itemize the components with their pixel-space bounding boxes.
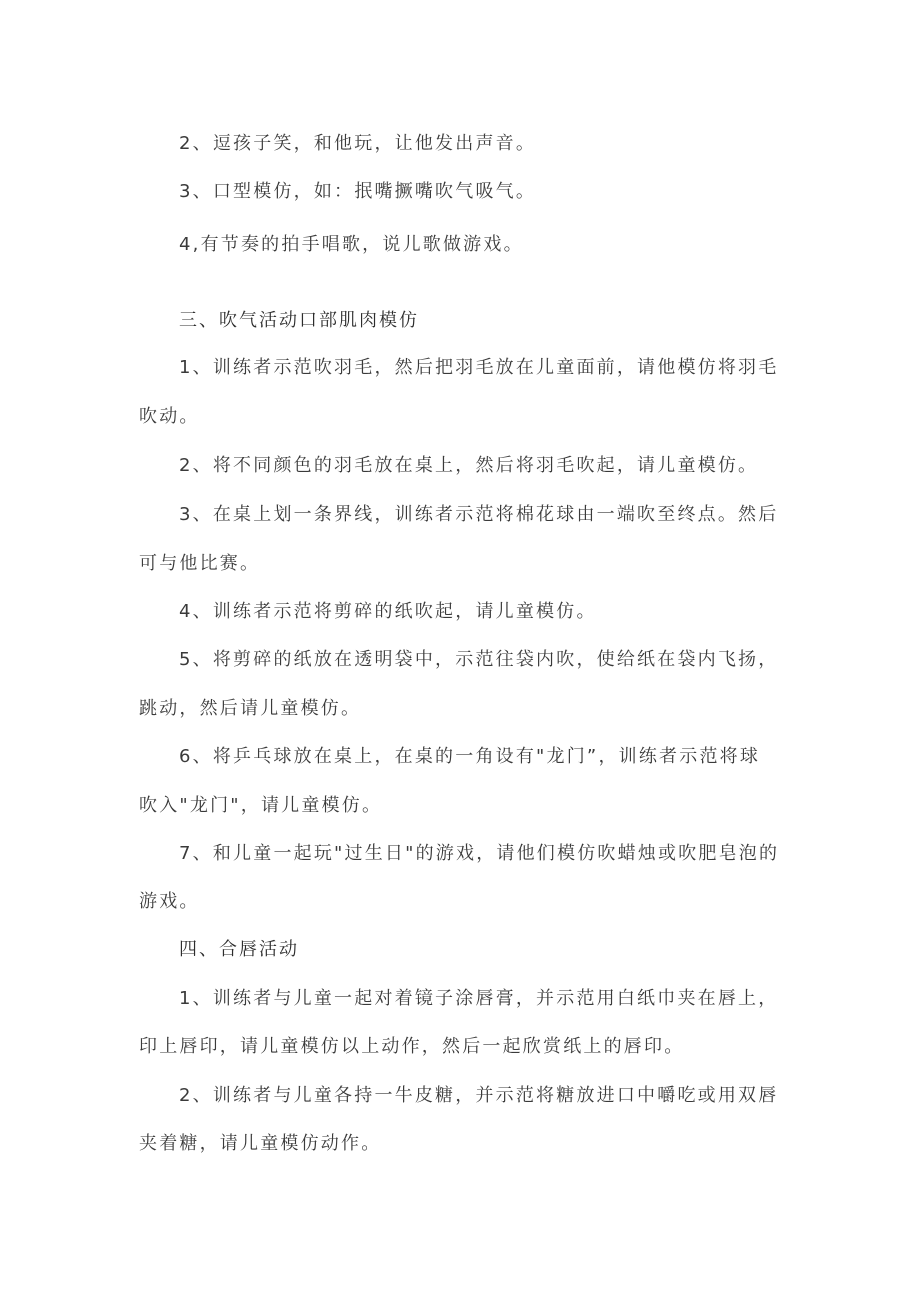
paragraph-line: 吹入"龙门"，请儿童模仿。 (139, 795, 383, 816)
section-heading: 四、合唇活动 (179, 939, 299, 960)
paragraph-line: 3、在桌上划一条界线，训练者示范将棉花球由一端吹至终点。然后 (179, 504, 779, 525)
paragraph-line: 跳动，然后请儿童模仿。 (139, 698, 362, 719)
paragraph-line: 游戏。 (139, 891, 200, 912)
paragraph-line: 4,有节奏的拍手唱歌，说儿歌做游戏。 (179, 234, 524, 255)
paragraph-line: 3、口型模仿，如：抿嘴撅嘴吹气吸气。 (179, 181, 537, 202)
paragraph-line: 吹动。 (139, 406, 200, 427)
paragraph-line: 1、训练者与儿童一起对着镜子涂唇膏，并示范用白纸巾夹在唇上， (179, 988, 779, 1009)
paragraph-line: 2、训练者与儿童各持一牛皮糖，并示范将糖放进口中嚼吃或用双唇 (179, 1085, 779, 1106)
paragraph-line: 1、训练者示范吹羽毛，然后把羽毛放在儿童面前，请他模仿将羽毛 (179, 357, 779, 378)
paragraph-line: 5、将剪碎的纸放在透明袋中，示范往袋内吹，使给纸在袋内飞扬， (179, 649, 779, 670)
section-heading: 三、吹气活动口部肌肉模仿 (179, 310, 419, 331)
paragraph-line: 7、和儿童一起玩"过生日"的游戏，请他们模仿吹蜡烛或吹肥皂泡的 (179, 843, 780, 864)
paragraph-line: 2、逗孩子笑，和他玩，让他发出声音。 (179, 133, 537, 154)
paragraph-line: 可与他比赛。 (139, 553, 261, 574)
paragraph-line: 2、将不同颜色的羽毛放在桌上，然后将羽毛吹起，请儿童模仿。 (179, 455, 759, 476)
paragraph-line: 夹着糖，请儿童模仿动作。 (139, 1133, 382, 1154)
paragraph-line: 印上唇印，请儿童模仿以上动作，然后一起欣赏纸上的唇印。 (139, 1036, 685, 1057)
paragraph-line: 6、将乒乓球放在桌上，在桌的一角设有"龙门”，训练者示范将球 (179, 746, 761, 767)
paragraph-line: 4、训练者示范将剪碎的纸吹起，请儿童模仿。 (179, 601, 597, 622)
